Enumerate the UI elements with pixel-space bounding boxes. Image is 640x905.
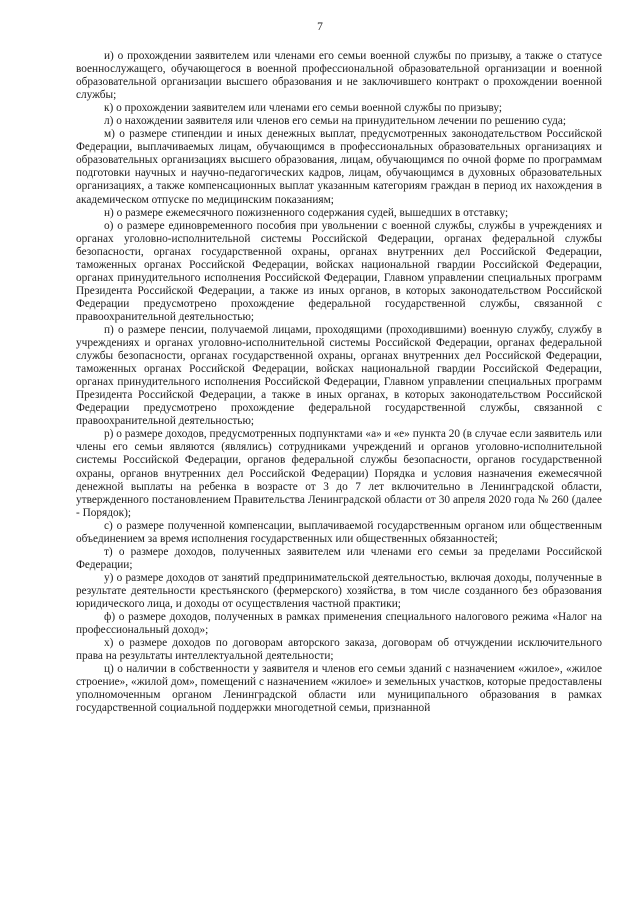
paragraph-t: т) о размере доходов, полученных заявителем или членами его семьи за пределами Российской Федерации; — [76, 545, 602, 571]
paragraph-p: п) о размере пенсии, получаемой лицами, проходящими (проходившими) военную службу, службу в учреждениях и органах уголовно-исполнительной системы Российской Федерации, органах федеральной службы безопасности, органах государственной охраны, органах внутренних дел Российской Федерации, таможенных органах Российской Федерации, войсках национальной гвардии Российской Федерации, органах принудительного исполнения Российской Федерации, Главном управлении специальных программ Президента Российской Федерации, а также в иных органах, в которых законодательством Российской Федерации предусмотрено прохождение федеральной государственной службы, связанной с правоохранительной деятельностью; — [76, 323, 602, 428]
paragraph-ts: ц) о наличии в собственности у заявителя и членов его семьи зданий с назначением «жилое», «жилое строение», «жилой дом», помещений с назначением «жилое» и земельных участков, которые предоставлены уполномоченным органом Ленинградской области или муниципального образования в рамках государственной социальной поддержки многодетной семьи, признанной — [76, 663, 602, 715]
paragraph-u: у) о размере доходов от занятий предпринимательской деятельностью, включая доходы, полученные в результате деятельности крестьянского (фермерского) хозяйства, в том числе созданного без образования юридического лица, и доходы от осуществления частной практики; — [76, 571, 602, 610]
paragraph-m: м) о размере стипендии и иных денежных выплат, предусмотренных законодательством Российской Федерации, выплачиваемых лицам, обучающимся в профессиональных образовательных организациях и образовательных организациях высшего образования, лицам, обучающимся по очной форме по программам подготовки научных и научно-педагогических кадров, лицам, обучающимся в духовных образовательных организациях, а также компенсационных выплат указанным категориям граждан в период их нахождения в академическом отпуске по медицинским показаниям; — [76, 128, 602, 206]
paragraph-o: о) о размере единовременного пособия при увольнении с военной службы, службы в учреждениях и органах уголовно-исполнительной системы Российской Федерации, органах федеральной службы безопасности, органах государственной охраны, органах внутренних дел Российской Федерации, таможенных органах Российской Федерации, войсках национальной гвардии Российской Федерации, органах принудительного исполнения Российской Федерации, Главном управлении специальных программ Президента Российской Федерации, а также из иных органов, в которых законодательством Российской Федерации предусмотрено прохождение федеральной государственной службы, связанной с правоохранительной деятельностью; — [76, 219, 602, 323]
paragraph-l: л) о нахождении заявителя или членов его семьи на принудительном лечении по решению суда; — [104, 115, 567, 128]
document-body — [76, 50, 602, 715]
paragraph-k: к) о прохождении заявителем или членами его семьи военной службы по призыву; — [104, 102, 503, 115]
paragraph-r: р) о размере доходов, предусмотренных подпунктами «а» и «е» пункта 20 (в случае если заявитель или члены его семьи являются (являлись) сотрудниками учреждений и органов уголовно-исполнительной системы Российской Федерации, органов федеральной службы безопасности, органов государственной охраны, органов внутренних дел Российской Федерации) Порядка и условия назначения ежемесячной денежной выплаты на ребенка в возрасте от 3 до 7 лет включительно в Ленинградской области, утвержденного постановлением Правительства Ленинградской области от 30 апреля 2020 года № 260 (далее - Порядок); — [76, 428, 602, 519]
paragraph-s: с) о размере полученной компенсации, выплачиваемой государственным органом или общественным объединением за время исполнения государственных или общественных обязанностей; — [76, 519, 602, 545]
paragraph-kh: х) о размере доходов по договорам авторского заказа, договорам об отчуждении исключительного права на результаты интеллектуальной деятельности; — [76, 637, 602, 663]
page-number: 7 — [317, 21, 323, 33]
paragraph-f: ф) о размере доходов, полученных в рамках применения специального налогового режима «Налог на профессиональный доход»; — [76, 611, 602, 637]
paragraph-n: н) о размере ежемесячного пожизненного содержания судей, вышедших в отставку; — [104, 206, 509, 219]
paragraph-i: и) о прохождении заявителем или членами его семьи военной службы по призыву, а также о статусе военнослужащего, обучающегося в военной профессиональной образовательной организации и военной образовательной организации высшего образования и не заключившего контракт о прохождении военной службы; — [76, 50, 602, 102]
